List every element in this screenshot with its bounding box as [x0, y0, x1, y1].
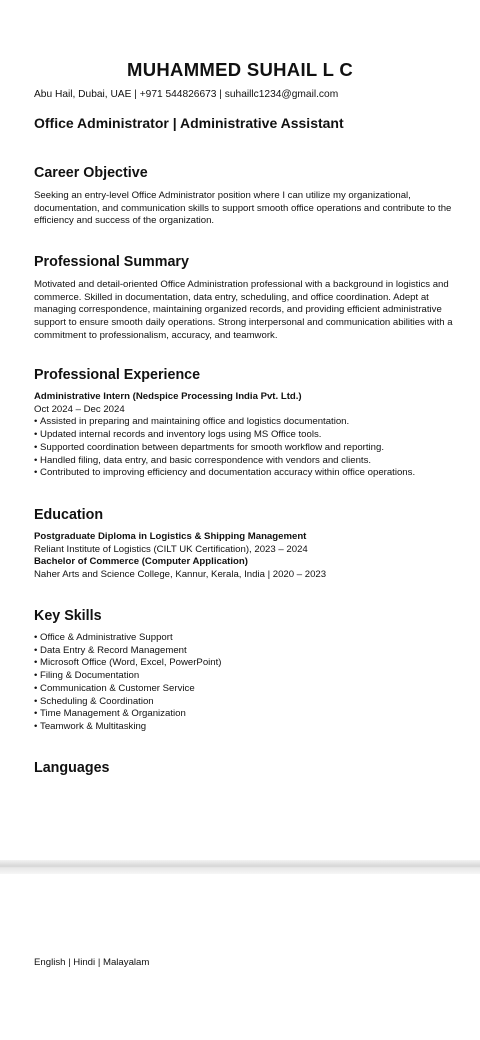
- institution: Naher Arts and Science College, Kannur, Kerala, India | 2020 – 2023: [34, 569, 327, 581]
- text-line: efficiency and success of the organization.: [34, 215, 215, 227]
- contact-info: Abu Hail, Dubai, UAE | +971 544826673 | suhaillc1234@gmail.com: [34, 89, 339, 100]
- list-item: • Assisted in preparing and maintaining office and logistics documentation.: [34, 416, 415, 429]
- list-item: • Teamwork & Multitasking: [34, 721, 221, 734]
- text-line: managing correspondence, maintaining organized records, and providing efficient administrative: [34, 304, 442, 316]
- page-break: [0, 860, 480, 874]
- professional-summary-heading: Professional Summary: [34, 254, 189, 270]
- job-dates: Oct 2024 – Dec 2024: [34, 403, 125, 415]
- job-duties: [34, 416, 415, 480]
- skills-list: [34, 632, 221, 734]
- career-objective-text: [34, 190, 451, 228]
- text-line: Motivated and detail-oriented Office Administration professional with a background in logistics and: [34, 279, 449, 290]
- skills-heading: Key Skills: [34, 608, 102, 624]
- text-line: commitment to professionalism, accuracy, and teamwork.: [34, 329, 278, 341]
- degree: Bachelor of Commerce (Computer Application): [34, 556, 248, 568]
- candidate-name: MUHAMMED SUHAIL L C: [127, 59, 353, 80]
- professional-summary-text: [34, 279, 453, 343]
- text-line: Seeking an entry-level Office Administrator position where I can utilize my organizational,: [34, 190, 411, 201]
- institution: Reliant Institute of Logistics (CILT UK Certification), 2023 – 2024: [34, 543, 308, 555]
- education-heading: Education: [34, 507, 104, 523]
- list-item: • Data Entry & Record Management: [34, 645, 221, 658]
- list-item: • Scheduling & Coordination: [34, 696, 221, 709]
- list-item: • Communication & Customer Service: [34, 683, 221, 696]
- education-entries: [34, 531, 326, 582]
- experience-heading: Professional Experience: [34, 367, 201, 383]
- job-role: Administrative Intern (Nedspice Processing India Pvt. Ltd.): [34, 391, 302, 402]
- list-item: • Contributed to improving efficiency and documentation accuracy within office operations.: [34, 467, 415, 480]
- languages-heading: Languages: [34, 760, 110, 776]
- text-line: support to ensure smooth daily operations. Strong interpersonal and communication abilities with a: [34, 317, 453, 329]
- list-item: • Handled filing, data entry, and basic correspondence with vendors and clients.: [34, 455, 415, 468]
- list-item: • Time Management & Organization: [34, 708, 221, 721]
- list-item: • Supported coordination between departments for smooth workflow and reporting.: [34, 442, 415, 455]
- resume-page-2: [0, 874, 480, 1040]
- list-item: • Filing & Documentation: [34, 670, 221, 683]
- list-item: • Updated internal records and inventory logs using MS Office tools.: [34, 429, 415, 442]
- languages-text: English | Hindi | Malayalam: [34, 957, 150, 968]
- headline: Office Administrator | Administrative Assistant: [34, 115, 344, 131]
- text-line: commerce. Skilled in documentation, data entry, scheduling, and office coordination. Adept at: [34, 291, 429, 303]
- experience-entry: [34, 391, 415, 480]
- list-item: • Office & Administrative Support: [34, 632, 221, 645]
- text-line: documentation, and communication skills to support smooth office operations and contribute to the: [34, 202, 452, 214]
- list-item: • Microsoft Office (Word, Excel, PowerPoint): [34, 657, 221, 670]
- career-objective-heading: Career Objective: [34, 165, 148, 181]
- degree: Postgraduate Diploma in Logistics & Shipping Management: [34, 531, 307, 542]
